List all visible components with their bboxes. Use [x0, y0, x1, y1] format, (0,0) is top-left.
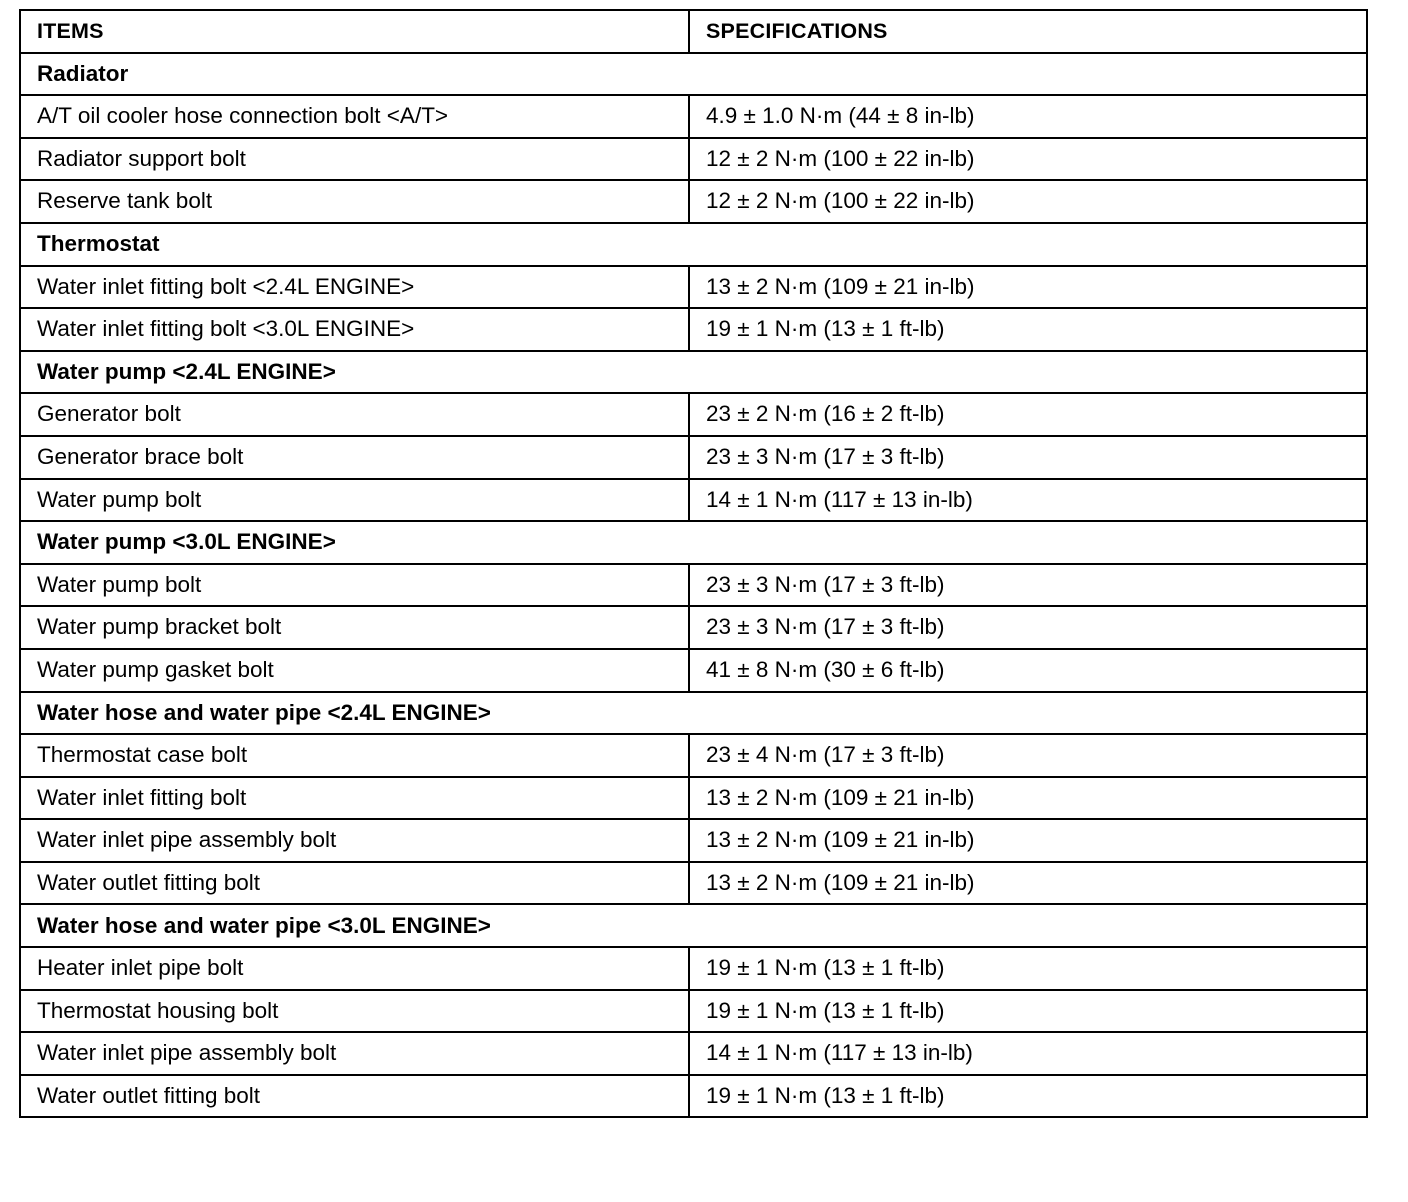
- spec-cell: 12 ± 2 N·m (100 ± 22 in-lb): [689, 180, 1367, 223]
- table-row: [20, 564, 1367, 607]
- item-cell: Water inlet fitting bolt <2.4L ENGINE>: [20, 266, 689, 309]
- section-header-row: [20, 351, 1367, 394]
- spec-cell: 4.9 ± 1.0 N·m (44 ± 8 in-lb): [689, 95, 1367, 138]
- item-cell: Reserve tank bolt: [20, 180, 689, 223]
- spec-cell: 23 ± 3 N·m (17 ± 3 ft-lb): [689, 436, 1367, 479]
- table-row: [20, 138, 1367, 181]
- item-cell: Heater inlet pipe bolt: [20, 947, 689, 990]
- item-cell: Thermostat housing bolt: [20, 990, 689, 1033]
- spec-cell: 13 ± 2 N·m (109 ± 21 in-lb): [689, 266, 1367, 309]
- spec-cell: 19 ± 1 N·m (13 ± 1 ft-lb): [689, 990, 1367, 1033]
- section-header-row: [20, 521, 1367, 564]
- item-cell: Radiator support bolt: [20, 138, 689, 181]
- table-row: [20, 734, 1367, 777]
- table-row: [20, 947, 1367, 990]
- spec-cell: 19 ± 1 N·m (13 ± 1 ft-lb): [689, 308, 1367, 351]
- spec-cell: 23 ± 2 N·m (16 ± 2 ft-lb): [689, 393, 1367, 436]
- table-row: [20, 479, 1367, 522]
- item-cell: Water pump bolt: [20, 479, 689, 522]
- item-cell: Water inlet fitting bolt: [20, 777, 689, 820]
- spec-cell: 12 ± 2 N·m (100 ± 22 in-lb): [689, 138, 1367, 181]
- item-cell: Water inlet fitting bolt <3.0L ENGINE>: [20, 308, 689, 351]
- table-row: [20, 606, 1367, 649]
- table-row: [20, 393, 1367, 436]
- item-cell: Water inlet pipe assembly bolt: [20, 819, 689, 862]
- table-row: [20, 1032, 1367, 1075]
- spec-cell: 14 ± 1 N·m (117 ± 13 in-lb): [689, 479, 1367, 522]
- torque-spec-table: [19, 9, 1368, 1118]
- section-title: Water pump <3.0L ENGINE>: [20, 521, 1367, 564]
- item-cell: Water outlet fitting bolt: [20, 1075, 689, 1118]
- spec-cell: 41 ± 8 N·m (30 ± 6 ft-lb): [689, 649, 1367, 692]
- item-cell: Water pump bracket bolt: [20, 606, 689, 649]
- spec-cell: 23 ± 4 N·m (17 ± 3 ft-lb): [689, 734, 1367, 777]
- table-row: [20, 436, 1367, 479]
- table-row: [20, 308, 1367, 351]
- item-cell: A/T oil cooler hose connection bolt <A/T>: [20, 95, 689, 138]
- section-header-row: [20, 692, 1367, 735]
- table-row: [20, 649, 1367, 692]
- item-cell: Water pump bolt: [20, 564, 689, 607]
- section-header-row: [20, 223, 1367, 266]
- item-cell: Water pump gasket bolt: [20, 649, 689, 692]
- section-header-row: [20, 53, 1367, 96]
- spec-cell: 13 ± 2 N·m (109 ± 21 in-lb): [689, 819, 1367, 862]
- spec-cell: 13 ± 2 N·m (109 ± 21 in-lb): [689, 777, 1367, 820]
- item-cell: Generator brace bolt: [20, 436, 689, 479]
- item-cell: Thermostat case bolt: [20, 734, 689, 777]
- table-row: [20, 777, 1367, 820]
- item-cell: Water outlet fitting bolt: [20, 862, 689, 905]
- spec-cell: 14 ± 1 N·m (117 ± 13 in-lb): [689, 1032, 1367, 1075]
- spec-cell: 19 ± 1 N·m (13 ± 1 ft-lb): [689, 1075, 1367, 1118]
- table-row: [20, 1075, 1367, 1118]
- header-specifications: SPECIFICATIONS: [689, 10, 1367, 53]
- table-row: [20, 990, 1367, 1033]
- table-row: [20, 180, 1367, 223]
- section-title: Water hose and water pipe <2.4L ENGINE>: [20, 692, 1367, 735]
- section-title: Water hose and water pipe <3.0L ENGINE>: [20, 904, 1367, 947]
- section-title: Radiator: [20, 53, 1367, 96]
- item-cell: Water inlet pipe assembly bolt: [20, 1032, 689, 1075]
- spec-cell: 19 ± 1 N·m (13 ± 1 ft-lb): [689, 947, 1367, 990]
- spec-cell: 23 ± 3 N·m (17 ± 3 ft-lb): [689, 564, 1367, 607]
- table-body: [20, 10, 1367, 1117]
- table-header-row: [20, 10, 1367, 53]
- section-header-row: [20, 904, 1367, 947]
- section-title: Thermostat: [20, 223, 1367, 266]
- item-cell: Generator bolt: [20, 393, 689, 436]
- spec-cell: 13 ± 2 N·m (109 ± 21 in-lb): [689, 862, 1367, 905]
- table-row: [20, 819, 1367, 862]
- section-title: Water pump <2.4L ENGINE>: [20, 351, 1367, 394]
- table-row: [20, 95, 1367, 138]
- table-row: [20, 862, 1367, 905]
- table-row: [20, 266, 1367, 309]
- header-items: ITEMS: [20, 10, 689, 53]
- spec-cell: 23 ± 3 N·m (17 ± 3 ft-lb): [689, 606, 1367, 649]
